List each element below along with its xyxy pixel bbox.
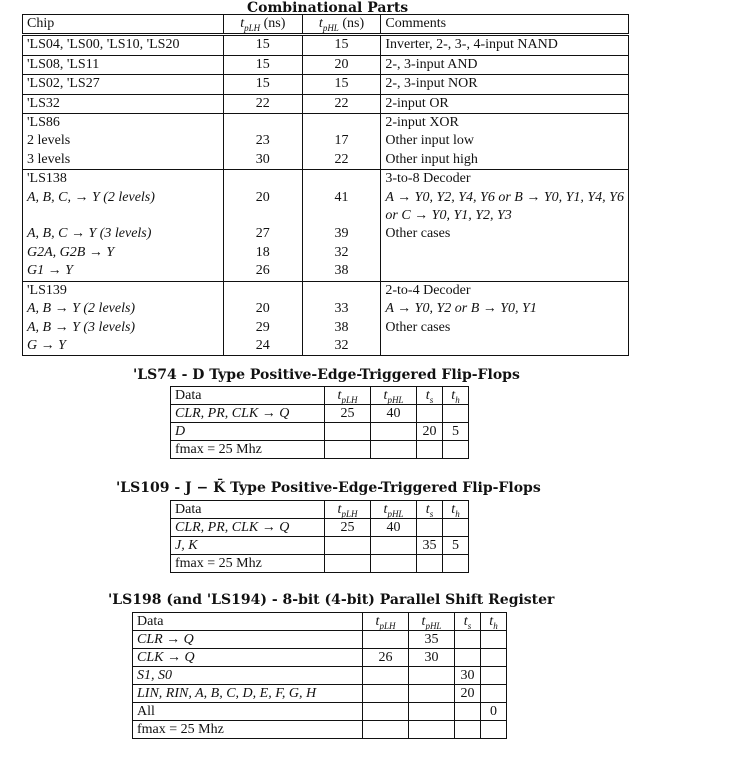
tplh-cell: 22 <box>223 94 302 113</box>
tphl-cell: 30 <box>409 649 455 667</box>
table-row <box>133 703 507 721</box>
data-cell: S1, S0 <box>133 667 363 685</box>
tplh-cell <box>363 703 409 721</box>
header-tplh: $t_{pLH}$ (ns) <box>223 15 302 35</box>
table-header-row <box>171 387 469 405</box>
comment-cell <box>381 262 629 281</box>
chip-cell: G2A, G2B → Y <box>23 244 224 262</box>
table-row <box>23 300 629 318</box>
tphl-cell: 15 <box>302 35 381 55</box>
table-row <box>23 244 629 262</box>
tphl-cell: 33 <box>302 300 381 318</box>
header-th: $t_h$ <box>443 501 469 519</box>
table-header-row <box>171 501 469 519</box>
chip-cell: 'LS138 <box>23 170 224 189</box>
header-data: Data <box>171 387 325 405</box>
comment-cell: Other input high <box>381 151 629 170</box>
th-cell <box>443 519 469 537</box>
chip-cell: 'LS08, 'LS11 <box>23 55 224 74</box>
ts-cell <box>417 519 443 537</box>
ls198-title: 'LS198 (and 'LS194) - 8-bit (4-bit) Parallel Shift Register <box>108 592 555 608</box>
data-cell: fmax = 25 Mhz <box>171 441 325 459</box>
comment-cell: 3-to-8 Decoder <box>381 170 629 189</box>
tphl-cell <box>371 423 417 441</box>
header-tphl: $t_{pHL}$ (ns) <box>302 15 381 35</box>
chip-cell <box>23 207 224 225</box>
table-row <box>23 75 629 94</box>
chip-cell: A, B → Y (2 levels) <box>23 300 224 318</box>
header-ts: $t_s$ <box>417 501 443 519</box>
table-row <box>133 721 507 739</box>
tphl-cell <box>302 281 381 300</box>
chip-cell: 'LS139 <box>23 281 224 300</box>
table-row <box>23 151 629 170</box>
header-th: $t_h$ <box>481 613 507 631</box>
tphl-cell: 40 <box>371 405 417 423</box>
ts-cell <box>417 441 443 459</box>
tphl-cell: 17 <box>302 132 381 150</box>
header-tphl: $t_{pHL}$ <box>371 501 417 519</box>
tplh-cell <box>325 441 371 459</box>
header-comments: Comments <box>381 15 629 35</box>
header-ts: $t_s$ <box>455 613 481 631</box>
tplh-cell: 27 <box>223 225 302 243</box>
chip-cell: 'LS32 <box>23 94 224 113</box>
th-cell <box>481 631 507 649</box>
comment-cell: Inverter, 2-, 3-, 4-input NAND <box>381 35 629 55</box>
ls74-title: 'LS74 - D Type Positive-Edge-Triggered Flip-Flops <box>133 367 520 383</box>
combinational-table <box>22 14 629 356</box>
data-cell: LIN, RIN, A, B, C, D, E, F, G, H <box>133 685 363 703</box>
tplh-cell: 23 <box>223 132 302 150</box>
data-cell: CLR, PR, CLK → Q <box>171 405 325 423</box>
tplh-cell <box>325 537 371 555</box>
table-header-row <box>23 15 629 35</box>
header-tplh: $t_{pLH}$ <box>325 501 371 519</box>
chip-cell: 'LS02, 'LS27 <box>23 75 224 94</box>
data-cell: fmax = 25 Mhz <box>133 721 363 739</box>
tplh-cell: 29 <box>223 319 302 337</box>
th-cell <box>443 555 469 573</box>
comment-cell: Other cases <box>381 319 629 337</box>
tphl-cell <box>302 207 381 225</box>
tplh-cell <box>363 667 409 685</box>
table-row <box>133 649 507 667</box>
table-row <box>23 132 629 150</box>
tplh-cell: 20 <box>223 300 302 318</box>
comment-cell: or C → Y0, Y1, Y2, Y3 <box>381 207 629 225</box>
tplh-cell: 30 <box>223 151 302 170</box>
tplh-cell <box>223 281 302 300</box>
header-data: Data <box>133 613 363 631</box>
tplh-cell: 25 <box>325 519 371 537</box>
tplh-cell: 26 <box>363 649 409 667</box>
tplh-cell: 25 <box>325 405 371 423</box>
comment-cell <box>381 244 629 262</box>
th-cell: 5 <box>443 537 469 555</box>
table-row <box>23 337 629 356</box>
table-row <box>23 170 629 189</box>
ts-cell: 20 <box>455 685 481 703</box>
tplh-cell: 18 <box>223 244 302 262</box>
th-cell <box>481 649 507 667</box>
ls74-table <box>170 386 469 459</box>
chip-cell: 'LS86 <box>23 114 224 133</box>
tplh-cell: 15 <box>223 35 302 55</box>
tplh-cell <box>363 721 409 739</box>
th-cell <box>481 685 507 703</box>
th-cell: 5 <box>443 423 469 441</box>
ls109-title: 'LS109 - J − K̄ Type Positive-Edge-Triggered Flip-Flops <box>116 480 541 496</box>
tphl-cell <box>371 441 417 459</box>
tphl-cell: 38 <box>302 319 381 337</box>
table-row <box>133 667 507 685</box>
th-cell <box>443 405 469 423</box>
header-tphl: $t_{pHL}$ <box>409 613 455 631</box>
table-row <box>23 35 629 55</box>
chip-cell: 'LS04, 'LS00, 'LS10, 'LS20 <box>23 35 224 55</box>
header-ts: $t_s$ <box>417 387 443 405</box>
header-tplh: $t_{pLH}$ <box>363 613 409 631</box>
tphl-cell <box>409 703 455 721</box>
tplh-cell <box>223 114 302 133</box>
tphl-cell: 32 <box>302 244 381 262</box>
data-cell: CLR, PR, CLK → Q <box>171 519 325 537</box>
ts-cell <box>455 703 481 721</box>
comment-cell: 2-input XOR <box>381 114 629 133</box>
table-row <box>133 631 507 649</box>
tphl-cell: 32 <box>302 337 381 356</box>
chip-cell: A, B, C, → Y (2 levels) <box>23 189 224 207</box>
ts-cell <box>455 649 481 667</box>
tphl-cell <box>302 170 381 189</box>
table-row <box>23 189 629 207</box>
ls109-table <box>170 500 469 573</box>
tphl-cell <box>371 555 417 573</box>
table-row <box>23 262 629 281</box>
ts-cell <box>455 631 481 649</box>
table-row <box>23 281 629 300</box>
tplh-cell <box>363 685 409 703</box>
chip-cell: A, B, C → Y (3 levels) <box>23 225 224 243</box>
table-row <box>23 319 629 337</box>
table-row <box>23 114 629 133</box>
comment-cell <box>381 337 629 356</box>
ts-cell <box>417 405 443 423</box>
tphl-cell: 39 <box>302 225 381 243</box>
th-cell <box>481 721 507 739</box>
combinational-title: Combinational Parts <box>247 0 409 16</box>
tphl-cell <box>302 114 381 133</box>
th-cell <box>443 441 469 459</box>
data-cell: J, K <box>171 537 325 555</box>
tplh-cell: 15 <box>223 75 302 94</box>
table-row <box>171 405 469 423</box>
table-row <box>171 519 469 537</box>
header-data: Data <box>171 501 325 519</box>
ts-cell: 35 <box>417 537 443 555</box>
comment-cell: 2-, 3-input AND <box>381 55 629 74</box>
tplh-cell: 15 <box>223 55 302 74</box>
chip-cell: 3 levels <box>23 151 224 170</box>
tplh-cell <box>363 631 409 649</box>
tplh-cell: 26 <box>223 262 302 281</box>
chip-cell: G1 → Y <box>23 262 224 281</box>
table-row <box>171 537 469 555</box>
tphl-cell: 41 <box>302 189 381 207</box>
comment-cell: 2-to-4 Decoder <box>381 281 629 300</box>
ts-cell: 20 <box>417 423 443 441</box>
tplh-cell: 24 <box>223 337 302 356</box>
chip-cell: A, B → Y (3 levels) <box>23 319 224 337</box>
tphl-cell: 35 <box>409 631 455 649</box>
table-row <box>171 441 469 459</box>
tphl-cell: 40 <box>371 519 417 537</box>
table-row <box>23 55 629 74</box>
chip-cell: G → Y <box>23 337 224 356</box>
tphl-cell: 22 <box>302 151 381 170</box>
data-cell: fmax = 25 Mhz <box>171 555 325 573</box>
comment-cell: 2-input OR <box>381 94 629 113</box>
data-cell: CLK → Q <box>133 649 363 667</box>
data-cell: CLR → Q <box>133 631 363 649</box>
tphl-cell <box>409 721 455 739</box>
data-cell: D <box>171 423 325 441</box>
tphl-cell: 20 <box>302 55 381 74</box>
comment-cell: Other cases <box>381 225 629 243</box>
chip-cell: 2 levels <box>23 132 224 150</box>
table-row <box>171 555 469 573</box>
ts-cell <box>455 721 481 739</box>
table-header-row <box>133 613 507 631</box>
ls198-table <box>132 612 507 739</box>
table-row <box>23 207 629 225</box>
comment-cell: Other input low <box>381 132 629 150</box>
ts-cell <box>417 555 443 573</box>
tphl-cell: 22 <box>302 94 381 113</box>
header-th: $t_h$ <box>443 387 469 405</box>
tplh-cell <box>223 170 302 189</box>
th-cell <box>481 667 507 685</box>
tphl-cell: 38 <box>302 262 381 281</box>
tphl-cell <box>409 667 455 685</box>
tplh-cell: 20 <box>223 189 302 207</box>
data-cell: All <box>133 703 363 721</box>
tplh-cell <box>223 207 302 225</box>
table-row <box>23 94 629 113</box>
ts-cell: 30 <box>455 667 481 685</box>
tphl-cell <box>371 537 417 555</box>
tplh-cell <box>325 555 371 573</box>
comment-cell: 2-, 3-input NOR <box>381 75 629 94</box>
comment-cell: A → Y0, Y2, Y4, Y6 or B → Y0, Y1, Y4, Y6 <box>381 189 629 207</box>
header-tphl: $t_{pHL}$ <box>371 387 417 405</box>
table-row <box>133 685 507 703</box>
tplh-cell <box>325 423 371 441</box>
table-row <box>23 225 629 243</box>
header-chip: Chip <box>23 15 224 35</box>
tphl-cell <box>409 685 455 703</box>
table-row <box>171 423 469 441</box>
tphl-cell: 15 <box>302 75 381 94</box>
header-tplh: $t_{pLH}$ <box>325 387 371 405</box>
th-cell: 0 <box>481 703 507 721</box>
comment-cell: A → Y0, Y2 or B → Y0, Y1 <box>381 300 629 318</box>
